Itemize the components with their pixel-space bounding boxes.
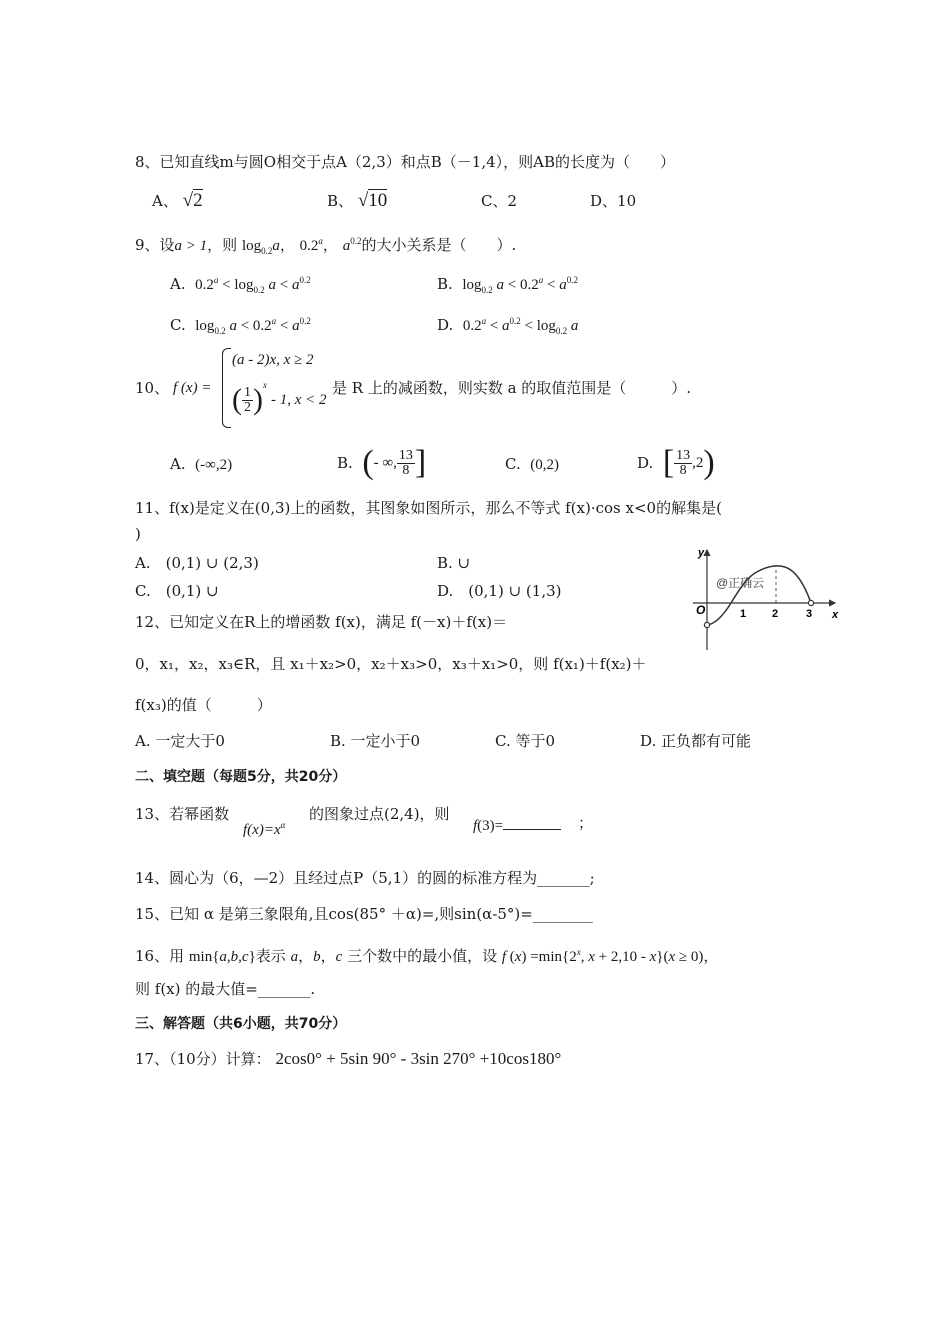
q10-option-d: D. [ $\frac{13}{8}$ ,2 ) <box>637 444 715 481</box>
q12-option-c: C. 等于0 <box>495 732 556 750</box>
x-label: x <box>832 609 839 621</box>
q13-answer: f(3)= <box>473 815 561 836</box>
q12-option-b: B. 一定小于0 <box>330 732 421 750</box>
q16-line2: 则 f(x) 的最大值=_______. <box>135 980 316 998</box>
q13-pre: 13、若幂函数 <box>135 805 230 823</box>
q11-option-c: C. (0,1) ∪ <box>135 582 219 600</box>
q9-option-b: B. $\log_{0.2} a < 0.2^a < a^{0.2}$ <box>437 275 578 295</box>
q12-line1: 12、已知定义在R上的增函数 f(x)，满足 f(－x)＋f(x)＝ <box>135 613 508 631</box>
q14: 14、圆心为（6，—2）且经过点P（5,1）的圆的标准方程为_______; <box>135 869 595 887</box>
q17: 17、（10分）计算： 2cos0° + 5sin 90° - 3sin 270° +10cos180° <box>135 1049 562 1068</box>
q11-stem-close: ) <box>135 525 141 543</box>
q10-option-a: A. (-∞,2) <box>170 455 233 473</box>
tick-1: 1 <box>740 608 747 620</box>
q13-end: ； <box>578 814 594 832</box>
q10-brace <box>222 348 231 428</box>
origin-label: O <box>696 603 706 617</box>
q11-stem: 11、f(x)是定义在(0,3)上的函数，其图象如图所示，那么不等式 f(x)·cos x<0的解集是( <box>135 499 722 517</box>
q11-option-d: D. (0,1) ∪ (1,3) <box>437 582 562 600</box>
q12-option-a: A. 一定大于0 <box>135 732 225 750</box>
q9-option-c: C. $\log_{0.2} a < 0.2^a < a^{0.2}$ <box>170 316 311 336</box>
q12-option-d: D. 正负都有可能 <box>640 732 752 750</box>
q8-option-b: B、 √10 <box>327 190 388 211</box>
q11-function-graph <box>685 540 845 655</box>
q8-stem: 8、已知直线m与圆O相交于点A（2,3）和点B（－1,4），则AB的长度为（ ） <box>135 153 675 171</box>
section-2-heading: 二、填空题（每题5分，共20分） <box>135 769 347 785</box>
q10-function-name: f (x) = <box>173 380 212 396</box>
q12-line2: 0，x₁，x₂，x₃∈R，且 x₁＋x₂>0，x₂＋x₃>0，x₃＋x₁>0，则 f(x₁)＋f(x₂)＋ <box>135 655 647 673</box>
tick-3: 3 <box>806 608 813 620</box>
q15: 15、已知 α 是第三象限角,且cos(85° ＋α)=,则sin(α-5°)=________ <box>135 905 593 923</box>
q10-option-b: B. ( - ∞, $\frac{13}{8}$ ] <box>337 444 427 481</box>
y-label: y <box>698 547 705 559</box>
q10-option-c: C. (0,2) <box>505 455 560 473</box>
tick-2: 2 <box>772 608 779 620</box>
q9-stem: 9、设a > 1，则 $\log_{0.2}a$， 0.2$^a$， $a^{0.2}$的大小关系是（ ）. <box>135 236 517 256</box>
function-curve <box>707 566 811 625</box>
q9-option-d: D. $0.2^a < a^{0.2} < \log_{0.2} a$ <box>437 316 579 336</box>
q13-power-function: $f(x)=x^\alpha$ <box>243 820 286 838</box>
q10-piece1: (a - 2)x, x ≥ 2 <box>232 352 314 368</box>
q10-number: 10、 <box>135 379 170 397</box>
q9-option-a: A. $0.2^a < \log_{0.2} a < a^{0.2}$ <box>170 275 311 295</box>
q8-option-a: A、 √2 <box>152 190 203 211</box>
q12-line3: f(x₃)的值（ ） <box>135 696 272 714</box>
watermark: @正确云 <box>716 576 765 590</box>
q11-option-b: B. ∪ <box>437 554 471 572</box>
q13-mid: 的图象过点(2,4)，则 <box>309 805 450 823</box>
open-point-end <box>808 600 813 605</box>
q8-option-c: C、2 <box>481 192 518 210</box>
q11-option-a: A. (0,1) ∪ (2,3) <box>135 554 259 572</box>
q16-line1: 16、用 min{a,b,c}表示 a，b，c 三个数中的最小值，设 f $(x) =\min\{2^x$, x + 2,10 - x}(x ≥ 0)， <box>135 947 719 965</box>
q10-piece2: ( $\frac{1}{2}$ ) $^x$ - 1, x < 2 <box>232 380 327 416</box>
q10-stem-tail: 是 R 上的减函数，则实数 a 的取值范围是（ ）. <box>332 379 692 397</box>
q8-option-d: D、10 <box>590 192 637 210</box>
open-point-start <box>704 622 709 627</box>
section-3-heading: 三、解答题（共6小题，共70分） <box>135 1016 347 1032</box>
